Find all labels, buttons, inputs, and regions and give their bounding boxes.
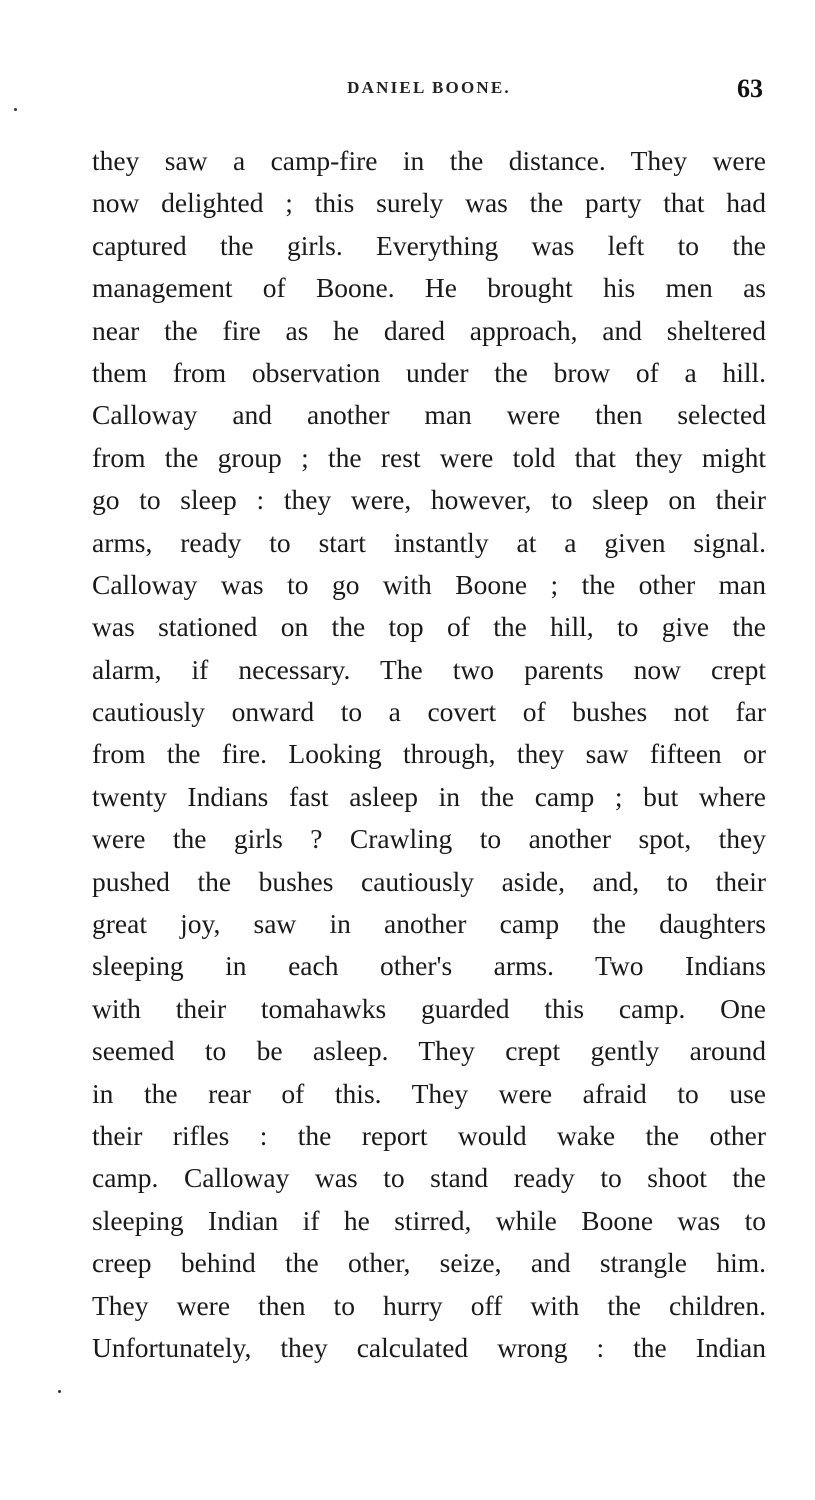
text-line: with their tomahawks guarded this camp. One (92, 992, 766, 1024)
text-line: in the rear of this. They were afraid to use (92, 1077, 766, 1109)
running-title: DANIEL BOONE. (347, 78, 511, 97)
text-line: them from observation under the brow of a hill. (92, 356, 766, 388)
text-line: sleeping in each other's arms. Two Indians (92, 950, 766, 982)
print-speck (58, 1390, 61, 1393)
text-line: Calloway was to go with Boone ; the other man (92, 568, 766, 600)
text-line: creep behind the other, seize, and strangle him. (92, 1247, 766, 1279)
text-line: management of Boone. He brought his men as (92, 272, 766, 304)
text-line: go to sleep : they were, however, to sleep on their (92, 484, 766, 516)
text-line: cautiously onward to a covert of bushes not far (92, 696, 766, 728)
text-line: near the fire as he dared approach, and sheltered (92, 314, 766, 346)
text-line: pushed the bushes cautiously aside, and, to their (92, 865, 766, 897)
text-line: camp. Calloway was to stand ready to shoot the (92, 1162, 766, 1194)
text-line: from the group ; the rest were told that they might (92, 441, 766, 473)
text-line: great joy, saw in another camp the daughters (92, 908, 766, 940)
text-line: sleeping Indian if he stirred, while Boone was to (92, 1204, 766, 1236)
text-line: Unfortunately, they calculated wrong : the Indian (92, 1331, 766, 1363)
text-line: twenty Indians fast asleep in the camp ; but where (92, 780, 766, 812)
text-line: from the fire. Looking through, they saw fifteen or (92, 738, 766, 770)
page-number: 63 (737, 74, 763, 103)
running-head (93, 74, 765, 108)
body-text (92, 140, 766, 1369)
print-speck (14, 108, 17, 111)
text-line: arms, ready to start instantly at a given signal. (92, 526, 766, 558)
text-line: They were then to hurry off with the children. (92, 1289, 766, 1321)
text-line: was stationed on the top of the hill, to give the (92, 611, 766, 643)
text-line: seemed to be asleep. They crept gently around (92, 1035, 766, 1067)
text-line: now delighted ; this surely was the party that had (92, 187, 766, 219)
text-line: they saw a camp-fire in the distance. They were (92, 145, 766, 176)
text-line: were the girls ? Crawling to another spot, they (92, 823, 766, 855)
text-line: Calloway and another man were then selected (92, 399, 766, 431)
text-line: captured the girls. Everything was left to the (92, 229, 766, 261)
text-line: their rifles : the report would wake the other (92, 1119, 766, 1151)
text-line: alarm, if necessary. The two parents now crept (92, 653, 766, 685)
